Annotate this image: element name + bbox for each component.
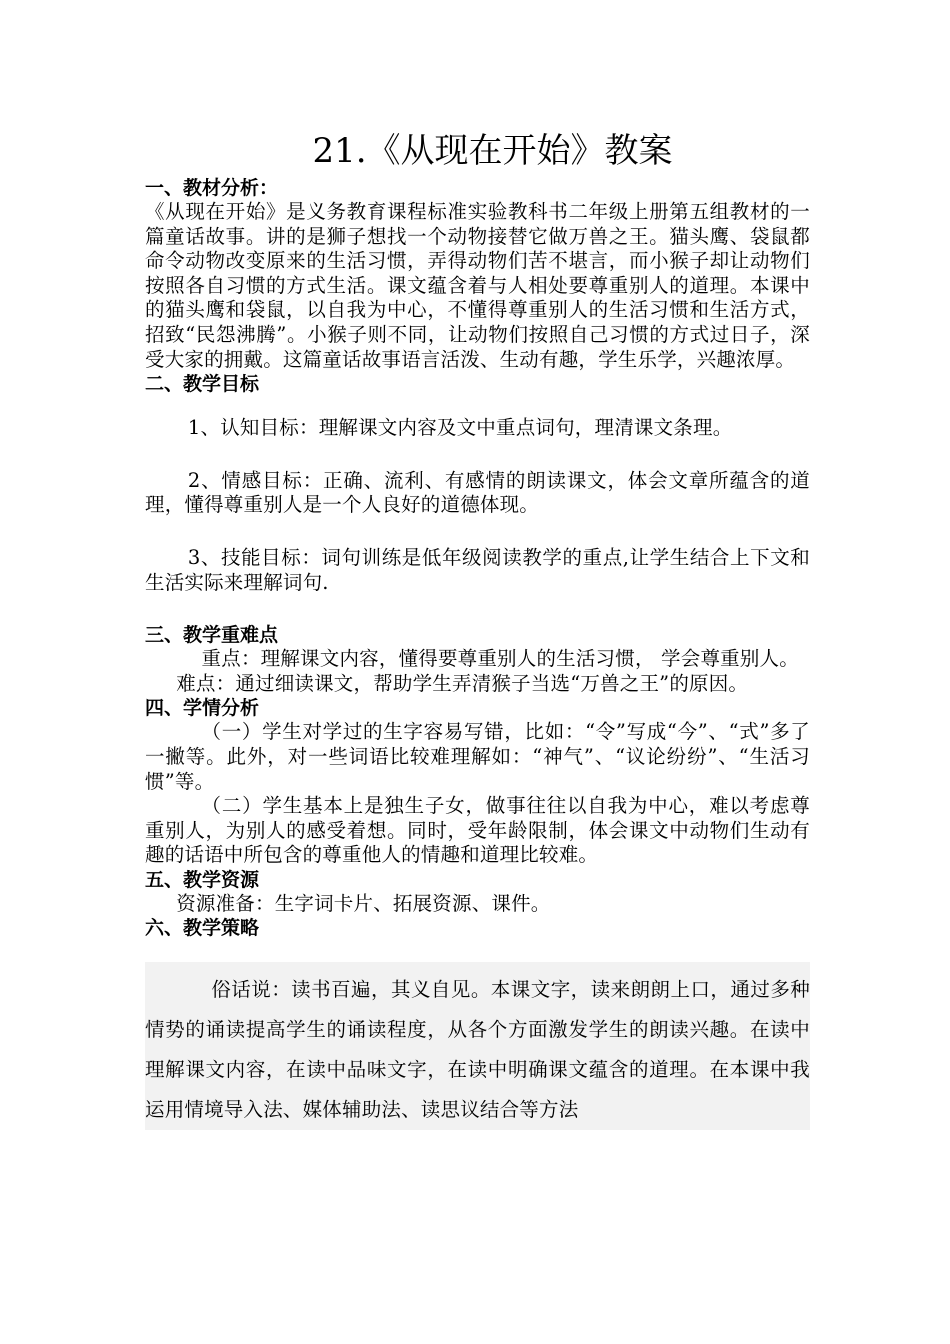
document-title: 21.《从现在开始》教案	[312, 131, 673, 171]
learner-analysis-p1: （一）学生对学过的生字容易写错，比如：“令”写成“今”、“式”多了一撇等。此外，对一些词语比较难理解如：“神气”、“议论纷纷”、“生活习惯”等。	[145, 720, 810, 793]
strategy-block	[145, 962, 810, 1130]
material-analysis-text: 《从现在开始》是义务教育课程标准实验教科书二年级上册第五组教材的一篇童话故事。讲的是狮子想找一个动物接替它做万兽之王。猫头鹰、袋鼠都命令动物改变原来的生活习惯，弄得动物们苦不堪言，而小猴子却让动物们按照各自习惯的方式生活。课文蕴含着与人相处要尊重别人的道理。本课中的猫头鹰和袋鼠，以自我为中心，不懂得尊重别人的生活习惯和生活方式，招致“民怨沸腾”。小猴子则不同，让动物们按照自己习惯的方式过日子，深受大家的拥戴。这篇童话故事语言活泼、生动有趣，学生乐学，兴趣浓厚。	[145, 200, 810, 371]
section-heading-resources: 五、教学资源	[145, 868, 260, 891]
goal-cognitive: 1、认知目标：理解课文内容及文中重点词句，理清课文条理。	[187, 416, 733, 440]
key-point-text: 重点：理解课文内容，懂得要尊重别人的生活习惯， 学会尊重别人。	[201, 647, 799, 671]
goal-skill: 3、技能目标：词句训练是低年级阅读教学的重点,让学生结合上下文和生活实际来理解词句.	[145, 545, 810, 594]
resources-text: 资源准备：生字词卡片、拓展资源、课件。	[176, 891, 551, 915]
goal-emotional: 2、情感目标：正确、流利、有感情的朗读课文，体会文章所蕴含的道理，懂得尊重别人是一个人良好的道德体现。	[145, 468, 810, 517]
learner-analysis-p2: （二）学生基本上是独生子女，做事往往以自我为中心，难以考虑尊重别人，为别人的感受着想。同时，受年龄限制，体会课文中动物们生动有趣的话语中所包含的尊重他人的情趣和道理比较难。	[145, 794, 810, 867]
document-page	[145, 128, 810, 1130]
difficult-point-text: 难点：通过细读课文，帮助学生弄清猴子当选“万兽之王”的原因。	[176, 671, 749, 695]
section-heading-teaching-goals: 二、教学目标	[145, 373, 260, 396]
section-heading-strategy: 六、教学策略	[145, 917, 260, 940]
strategy-text: 俗话说：读书百遍，其义自见。本课文字，读来朗朗上口，通过多种情势的诵读提高学生的诵读程度，从各个方面激发学生的朗读兴趣。在读中理解课文内容，在读中品味文字，在读中明确课文蕴含的道理。在本课中我运用情境导入法、媒体辅助法、读思议结合等方法	[145, 978, 810, 1122]
section-heading-learner-analysis: 四、学情分析	[145, 697, 260, 720]
section-heading-material-analysis: 一、教材分析：	[145, 177, 279, 199]
section-heading-key-difficult: 三、教学重难点	[145, 624, 279, 647]
